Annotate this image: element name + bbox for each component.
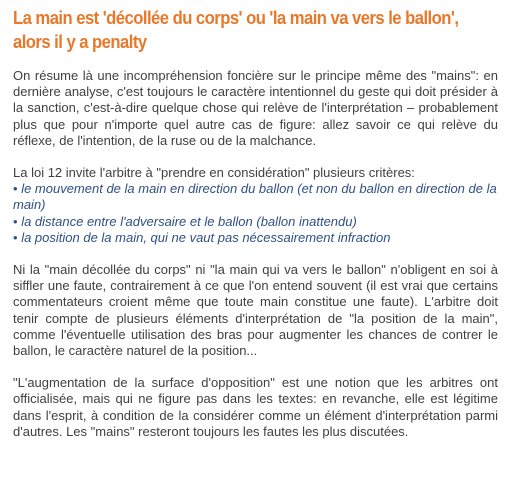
article — [13, 6, 498, 456]
paragraph-intro: On résume là une incompréhension foncière sur le principe même des "mains": en dernière analyse, c'est toujours le caractère intentionnel du geste qui doit présider à la sanction, c'est-à-dire quelque chose qui relève de l'interprétation – probablement plus que pour n'importe quel autre cas de figure: allez savoir ce qui relève du réflexe, de l'intention, de la ruse ou de la malchance. — [13, 68, 498, 148]
paragraph-conclusion: "L'augmentation de la surface d'opposition" est une notion que les arbitres ont officialisée, mais qui ne figure pas dans les textes: en revanche, elle est légitime dans l'esprit, à condition de la considérer comme un élément d'interprétation parmi d'autres. Les "mains" resteront toujours les fautes les plus discutées. — [13, 375, 498, 439]
criteria-block — [13, 165, 498, 246]
criteria-item-text: la position de la main, qui ne vaut pas nécessairement infraction — [21, 229, 391, 245]
criteria-item-text: la distance entre l'adversaire et le ballon (ballon inattendu) — [21, 213, 357, 229]
bullet-icon: • — [13, 181, 18, 197]
criteria-item — [13, 181, 498, 213]
paragraph-interpretation: Ni la "main décollée du corps" ni "la main qui va vers le ballon" n'obligent en soi à siffler une faute, contrairement à ce que l'on entend souvent (il est vrai que certains commentateurs croient même que toute main constitue une faute). L'arbitre doit tenir compte de plusieurs éléments d'interprétation de "la position de la main", comme l'éventuelle utilisation des bras pour augmenter les chances de contrer le ballon, le caractère naturel de la position... — [13, 262, 498, 359]
bullet-icon: • — [13, 213, 18, 229]
bullet-icon: • — [13, 229, 18, 245]
criteria-item — [13, 230, 498, 246]
article-title: La main est 'décollée du corps' ou 'la main va vers le ballon', alors il y a penalty — [13, 7, 459, 52]
criteria-item — [13, 214, 498, 230]
criteria-item-text: le mouvement de la main en direction du ballon (et non du ballon en direction de la main) — [13, 181, 497, 213]
criteria-intro: La loi 12 invite l'arbitre à "prendre en considération" plusieurs critères: — [13, 165, 415, 181]
